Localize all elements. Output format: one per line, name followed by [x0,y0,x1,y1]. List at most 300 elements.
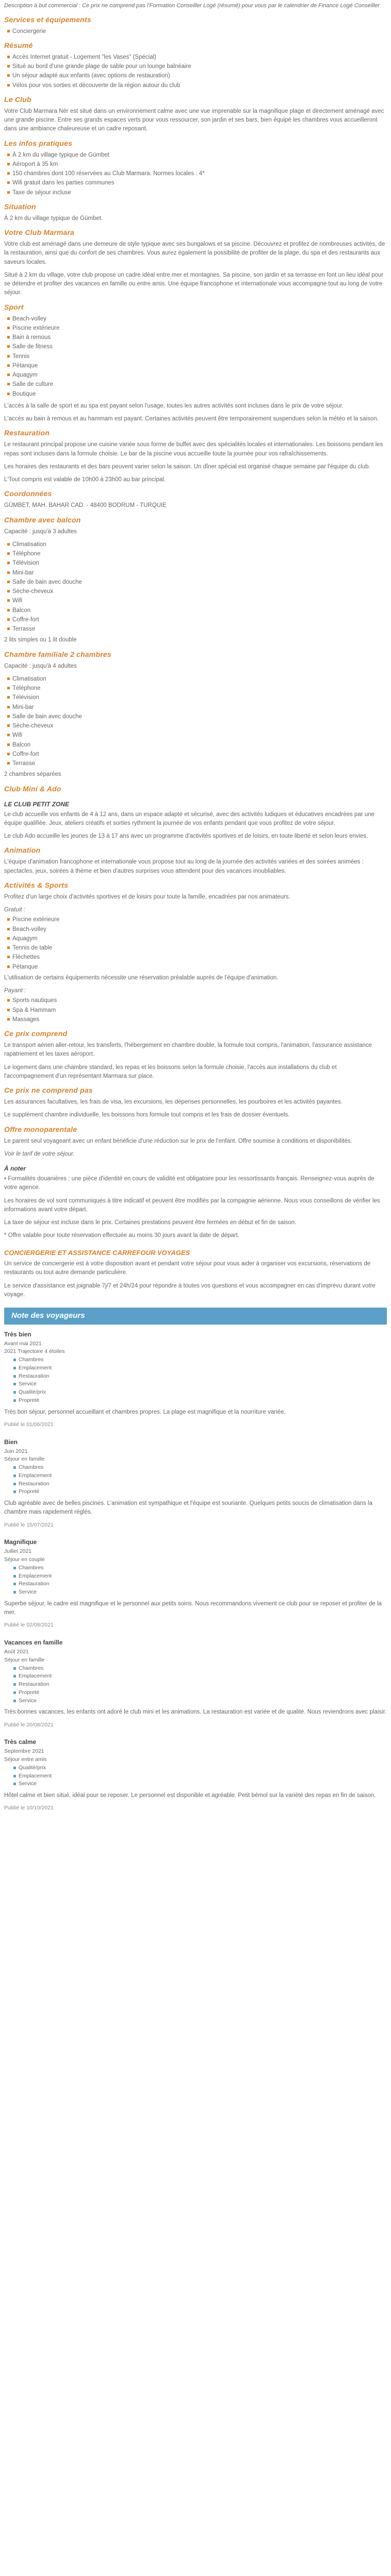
review-body: Hôtel calme et bien situé, idéal pour se reposer. Le personnel est disponible et agréable. Petit bémol sur la variété des repas en fin de saison. [4,1792,376,1799]
review-meta: Séjour entre amis [4,1756,47,1762]
animation-title: Animation [4,846,41,855]
bullet-icon [7,965,10,968]
list-item-text: Fléchettes [12,954,40,961]
list-item [7,750,387,759]
intro-text: Description à but commercial : Ce prix ne comprend pas l'Formation Conseiller Logé (résumé) pour vous par le calendrier de Finance Logé Conseiller [4,3,380,9]
list-item [7,53,387,62]
review-meta: 2021 Trajectoire 4 étoiles [4,1348,65,1355]
bullet-icon [7,696,10,699]
bullet-icon [7,937,10,940]
bullet-icon [7,56,10,58]
bullet-icon [13,1691,16,1694]
list-item [7,352,387,361]
sport-title: Sport [4,302,24,311]
bullet-icon [7,928,10,930]
votre-club-title: Votre Club Marmara [4,228,75,236]
review-footer: Publié le 10/10/2021 [4,1805,54,1811]
list-item-text: Tennis de table [12,945,53,951]
restauration-text: Le restaurant principal propose une cuisine variée sous forme de buffet avec des spécialités locales et internationales. Les boissons pendant les repas sont incluses dans la formule choisie. Le bar de la piscine vous accueille toute la journée pour vos rafraîchissements. [4,442,383,457]
review-tag-label: Service [19,1589,37,1595]
offre-note: Voir le tarif de votre séjour. [4,1150,75,1157]
review-tag-label: Service [19,1381,37,1387]
prixne-text2: Le supplément chambre individuelle, les boissons hors formule tout compris et les frais de dossier éventuels. [4,1112,290,1118]
bullet-icon [7,590,10,592]
list-item [7,925,387,934]
bullet-icon [7,562,10,564]
review-tag-label: Service [19,1781,37,1787]
list-item-text: Aéroport à 35 km [12,161,58,167]
review-tag-label: Propreté [19,1488,40,1495]
review-meta: Séjour en couple [4,1556,45,1563]
restauration-text3: L'Tout compris est valable de 10h00 à 23h00 au bar principal. [4,477,166,483]
bullet-icon [7,30,10,32]
list-item-text: Un séjour adapté aux enfants (avec options de restauration) [12,73,170,79]
list-item-text: Terrasse [12,760,36,767]
coord-text: GÜMBET, MAH. BAHAR CAD. - 48400 BODRUM - TURQUIE [4,502,167,509]
offre-text: Le parent seul voyageant avec un enfant bénéficie d'une réduction sur le prix de l'enfant. Offre soumise à conditions et disponibilités. [4,1138,352,1144]
review-tag [13,1356,387,1364]
bullet-icon [7,374,10,376]
list-item-text: Salle de fitness [12,344,53,350]
bullet-icon [7,734,10,736]
list-item-text: Massages [12,1016,40,1023]
review-tag [13,1464,387,1472]
bullet-icon [7,163,10,165]
list-item-text: Téléphone [12,551,41,557]
review-tag-label: Service [19,1697,37,1704]
list-item [7,944,387,953]
bullet-icon [13,1490,16,1493]
list-item-text: Pétanque [12,362,38,369]
mini-text2: Le club Ado accueille les jeunes de 13 à 17 ans avec un programme d'activités sportives et de loisirs, en toute liberté et selon leurs envies. [4,833,368,839]
votre-club-text: Votre club est aménagé dans une demeure de style typique avec ses bungalows et sa piscine. Découvrez et profitez de nombreuses activités, de la restauration, ainsi que du confort de ses chambres. Vous aurez également la possibilité de profiter de la plage, du spa et des restaurants aux saveurs locales. [4,241,385,265]
mini-subtitle: LE CLUB PETIT ZONE [4,800,69,808]
bullet-icon [7,84,10,87]
list-item [7,390,387,399]
bullet-icon [7,618,10,621]
bullet-icon [7,543,10,546]
note2-title: CONCIERGERIE ET ASSISTANCE CARREFOUR VOYAGES [4,1248,190,1257]
list-item [7,343,387,351]
bullet-icon [7,918,10,921]
review-footer: Publié le 01/06/2021 [4,1421,54,1428]
services-title: Services et équipements [4,15,91,24]
bullet-icon [13,1583,16,1585]
list-item-text: Wifi [12,598,23,604]
list-item-text: Télévision [12,694,39,701]
list-item-text: Balcon [12,607,31,614]
list-item-text: Boutique [12,391,36,397]
bullet-icon [7,999,10,1002]
bullet-icon [7,364,10,367]
list-item [7,722,387,731]
prix-text: Le transport aérien aller-retour, les transferts, l'hébergement en chambre double, la formule tout compris, l'animation, l'assurance assistance rapatriement et les taxes aéroport. [4,1042,372,1058]
review-tag-label: Restauration [19,1581,50,1587]
list-item [7,27,387,36]
bullet-icon [13,1575,16,1578]
list-item [7,675,387,684]
review-tag-label: Restauration [19,1480,50,1487]
votre-club-text2: Situé à 2 km du village, votre club propose un cadre idéal entre mer et montagnes. Sa piscine, son jardin et sa terrasse en font un lieu idéal pour se détendre et profiter des vacances en famille ou entre amis. Une équipe francophone et internationale vous accompagne tout au long de votre séjour. [4,272,384,296]
sport-list [4,315,387,399]
list-item-text: Terrasse [12,626,36,632]
bullet-icon [13,1383,16,1385]
review-body: Club agréable avec de belles piscines. L'animation est sympathique et l'équipe est souriante. Quelques petits soucis de climatisation dans la chambre mais rapidement réglés. [4,1500,372,1516]
infos-title: Les infos pratiques [4,139,73,147]
bullet-icon [7,946,10,949]
list-item [7,380,387,389]
bullet-icon [13,1475,16,1477]
note2-text: Un service de conciergerie est à votre disposition avant et pendant votre séjour pour vous aider à organiser vos excursions, réservations de restaurants ou tout autre demande particulière. [4,1261,371,1276]
bullet-icon [7,154,10,156]
situation-title: Situation [4,202,36,211]
list-item [7,1006,387,1015]
list-item [7,606,387,615]
bullet-icon [7,956,10,958]
review-tag [13,1572,387,1581]
bullet-icon [13,1391,16,1394]
review-tag [13,1364,387,1372]
review-tag [13,1397,387,1405]
list-item [7,81,387,90]
bullet-icon [13,1567,16,1569]
list-item-text: Téléphone [12,685,41,691]
bullet-icon [13,1591,16,1594]
review-tag [13,1480,387,1488]
list-item [7,540,387,549]
bullet-icon [7,609,10,612]
bullet-icon [7,393,10,395]
list-item [7,759,387,768]
restauration-text2: Les horaires des restaurants et des bars peuvent varier selon la saison. Un dîner spécial est organisé chaque semaine par l'équipe du club. [4,463,370,470]
list-item-text: Coffre-fort [12,751,39,757]
bullet-icon [7,355,10,358]
review-body: Superbe séjour, le cadre est magnifique et le personnel aux petits soins. Nous recommandons vivement ce club pour se reposer et profiter de la mer. [4,1600,382,1616]
list-item-text: Sports nautiques [12,997,57,1004]
bullet-icon [13,1783,16,1785]
bullet-icon [13,1367,16,1369]
resume-list [4,53,387,90]
bullet-icon [13,1675,16,1677]
situation-text: À 2 km du village typique de Gümbet. [4,215,103,222]
review-tag [13,1388,387,1397]
bullet-icon [13,1775,16,1777]
review-tag-label: Propreté [19,1397,40,1403]
famille-list [4,675,387,769]
activites-label2: Payant : [4,988,26,994]
review-footer: Publié le 02/08/2021 [4,1622,54,1629]
review-tag-label: Qualité/prix [19,1389,46,1395]
sport-text2: L'accès au bain à remous et au hammam est payant. Certaines activités peuvent être temporairement suspendues selon la météo et la saison. [4,416,379,422]
list-item-text: Aquagym [12,935,38,942]
list-item [7,569,387,578]
list-item [7,587,387,596]
bullet-icon [7,599,10,602]
list-item-text: Bain à remous [12,334,51,341]
note1-text: • Formalités douanières : une pièce d'identité en cours de validité est obligatoire pour les ressortissants français. Renseignez-vous auprès de votre agence. [4,1176,374,1191]
sport-text: L'accès à la salle de sport et au spa est payant selon l'usage, toutes les autres activités sont incluses dans le prix de votre séjour. [4,402,344,409]
list-item-text: Conciergerie [12,28,46,35]
activites-title: Activités & Sports [4,880,69,889]
list-item-text: Sèche-cheveux [12,723,54,729]
review-date: Juillet 2021 [4,1548,32,1555]
review-body: Très bonnes vacances, les enfants ont adoré le club mini et les animations. La restauration est variée et de qualité. Nous reviendrons avec plaisir. [4,1709,387,1716]
animation-text: L'équipe d'animation francophone et internationale vous propose tout au long de la journée des activités variées et des soirées animées : spectacles, jeux, soirées à thème et bien d'autres surprises vous attendent pour des vacances inoubliables. [4,859,364,874]
bullet-icon [13,1399,16,1402]
list-item-text: Salle de bain avec douche [12,713,82,720]
bullet-icon [7,753,10,755]
mini-title: Club Mini & Ado [4,784,61,793]
infos-list [4,151,387,197]
list-item [7,179,387,188]
review-tag-label: Emplacement [19,1772,52,1779]
list-item-text: Mini-bar [12,704,34,710]
list-item-text: Spa & Hammam [12,1007,56,1013]
review-tag [13,1580,387,1588]
review-date: Août 2021 [4,1649,29,1655]
list-item [7,151,387,160]
coord-title: Coordonnées [4,489,52,498]
bullet-icon [7,345,10,348]
bullet-icon [13,1375,16,1378]
list-item [7,625,387,634]
bullet-icon [13,1359,16,1361]
list-item-text: Salle de culture [12,381,54,388]
review-date: Avant mai 2021 [4,1340,42,1347]
review-tag [13,1681,387,1689]
review-tag-label: Emplacement [19,1673,52,1680]
famille-note: 2 chambres séparées [4,771,61,778]
chambre-list [4,540,387,634]
list-item [7,935,387,943]
list-item [7,62,387,71]
note1-text3: La taxe de séjour est incluse dans le prix. Certaines prestations peuvent être fermées en début et fin de saison. [4,1219,297,1226]
bullet-icon [7,65,10,67]
bullet-icon [7,74,10,77]
famille-title: Chambre familiale 2 chambres [4,650,111,658]
bullet-icon [13,1683,16,1686]
review-tag-label: Chambres [19,1464,44,1470]
list-item-text: Tennis [12,353,30,360]
review-tag [13,1772,387,1781]
bullet-icon [7,571,10,574]
note1-text4: * Offre valable pour toute réservation effectuée au moins 30 jours avant la date de départ. [4,1232,240,1239]
chambre-note: 2 lits simples ou 1 lit double [4,637,77,643]
review-card [4,1437,387,1530]
review-tag [13,1564,387,1572]
review-body: Très bon séjour, personnel accueillant et chambres propres. La plage est magnifique et la nourriture variée. [4,1409,286,1415]
offre-title: Offre monoparentale [4,1125,77,1133]
activites-note: L'utilisation de certains équipements nécessite une réservation préalable auprès de l'équipe d'animation. [4,974,279,981]
review-tag [13,1665,387,1673]
list-item [7,953,387,962]
bullet-icon [13,1767,16,1769]
list-item-text: Mini-bar [12,569,34,576]
list-item-text: Beach-volley [12,926,46,933]
list-item-text: Accès Internet gratuit - Logement "les Vases" (Spécial) [12,54,156,60]
review-card [4,1737,387,1812]
list-item [7,731,387,740]
review-footer: Publié le 15/07/2021 [4,1521,54,1528]
list-item [7,315,387,324]
review-tag [13,1488,387,1496]
review-tag [13,1697,387,1705]
club-title: Le Club [4,95,31,104]
review-card [4,1638,387,1729]
bullet-icon [7,628,10,630]
review-tag-label: Chambres [19,1564,44,1571]
list-item [7,371,387,380]
bullet-icon [13,1667,16,1670]
review-tag-label: Chambres [19,1665,44,1671]
bullet-icon [7,706,10,708]
list-item [7,170,387,178]
review-meta: Séjour en famille [4,1456,45,1463]
review-title: Très calme [4,1738,37,1746]
review-tag [13,1672,387,1681]
bullet-icon [7,327,10,329]
list-item [7,616,387,624]
bullet-icon [7,1009,10,1011]
review-tag [13,1780,387,1788]
review-title: Magnifique [4,1538,37,1546]
list-item-text: Wifi [12,732,23,739]
list-item [7,578,387,587]
prix-text2: Le logement dans une chambre standard, les repas et les boissons selon la formule choisie, l'accès aux installations du club et l'accompagnement d'un représentant Marmara sur place. [4,1064,337,1079]
list-item [7,333,387,342]
review-tag-label: Emplacement [19,1364,52,1371]
list-item-text: Sèche-cheveux [12,588,54,595]
list-item [7,324,387,333]
review-tag-label: Propreté [19,1689,40,1696]
list-item [7,996,387,1005]
activites-text: Profitez d'un large choix d'activités sportives et de loisirs pour toute la famille, encadrées par nos animateurs. [4,893,290,900]
list-item [7,703,387,712]
list-item [7,189,387,197]
list-item-text: Climatisation [12,541,46,548]
bullet-icon [7,687,10,689]
prix-title: Ce prix comprend [4,1029,68,1038]
bullet-icon [7,677,10,680]
list-item [7,916,387,924]
review-tag-label: Restauration [19,1681,50,1687]
list-item [7,559,387,568]
list-item-text: Piscine extérieure [12,917,60,923]
bullet-icon [7,724,10,727]
review-date: Juin 2021 [4,1448,28,1454]
list-item [7,713,387,721]
bullet-icon [7,317,10,320]
activites-list2 [4,996,387,1024]
chambre-title: Chambre avec balcon [4,515,81,524]
list-item-text: Vélos pour vos sorties et découverte de la région autour du club [12,82,181,89]
list-item-text: Beach-volley [12,315,46,322]
bullet-icon [7,172,10,175]
reviews-header: Note des voyageurs [4,1308,387,1325]
review-tag [13,1588,387,1597]
list-item [7,160,387,169]
review-title: Vacances en famille [4,1639,63,1646]
list-item [7,550,387,558]
reviews-list [4,1330,387,1813]
list-item [7,72,387,80]
mini-text: Le club accueille vos enfants de 4 à 12 ans, dans un espace adapté et sécurisé, avec des activités ludiques et éducatives encadrées par une équipe qualifiée. Jeux, ateliers créatifs et sorties rythment la journée de vos enfants pendant que vous profitez de votre séjour. [4,811,374,826]
prixne-title: Ce prix ne comprend pas [4,1086,93,1094]
list-item-text: Pétanque [12,963,38,970]
note1-text2: Les horaires de vol sont communiqués à titre indicatif et peuvent être modifiés par la compagnie aérienne. Nous vous conseillons de vérifier les informations avant votre départ. [4,1197,380,1213]
list-item-text: 150 chambres dont 100 réservées au Club Marmara. Normes locales : 4* [12,171,205,177]
review-meta: Séjour en famille [4,1656,45,1663]
list-item [7,1015,387,1024]
note2-text2: Le service d'assistance est joignable 7j/7 et 24h/24 pour répondre à toutes vos questions et vous accompagner en cas d'imprévu durant votre voyage. [4,1282,376,1298]
list-item-text: Piscine extérieure [12,325,60,331]
famille-intro: Capacité : jusqu'à 4 adultes [4,663,77,669]
review-tag [13,1689,387,1697]
review-title: Bien [4,1438,18,1446]
review-tag-label: Restauration [19,1372,50,1379]
bullet-icon [13,1483,16,1485]
review-tag-label: Emplacement [19,1572,52,1579]
bullet-icon [7,383,10,385]
bullet-icon [7,181,10,184]
activites-list [4,916,387,972]
list-item [7,362,387,370]
review-footer: Publié le 20/08/2021 [4,1721,54,1728]
list-item-text: À 2 km du village typique de Gümbet [12,151,109,158]
list-item-text: Balcon [12,741,31,748]
review-tag-label: Emplacement [19,1472,52,1479]
review-tag [13,1764,387,1772]
bullet-icon [7,715,10,718]
bullet-icon [7,552,10,555]
review-title: Très bien [4,1330,31,1338]
bullet-icon [7,191,10,194]
bullet-icon [7,336,10,338]
bullet-icon [13,1466,16,1469]
list-item-text: Aquagym [12,372,38,378]
bullet-icon [7,762,10,765]
list-item [7,963,387,972]
bullet-icon [13,1700,16,1702]
review-tag [13,1472,387,1480]
list-item [7,597,387,605]
list-item-text: Wifi gratuit dans les parties communes [12,180,115,187]
review-tag [13,1372,387,1381]
review-card [4,1537,387,1630]
list-item-text: Situé au bord d'une grande plage de sable pour un lounge balnéaire [12,63,191,70]
list-item-text: Télévision [12,560,39,567]
services-list [4,27,387,36]
prixne-text: Les assurances facultatives, les frais de visa, les excursions, les dépenses personnelles, les pourboires et les activités payantes. [4,1099,343,1105]
activites-label: Gratuit : [4,907,25,913]
note1-title: À noter [4,1165,26,1172]
list-item-text: Coffre-fort [12,616,39,623]
review-tag [13,1380,387,1388]
club-text: Votre Club Marmara Nér est situé dans un environnement calme avec une vue imprenable sur la magnifique plage et directement aménagé avec une grande piscine. Entre ses grands espaces verts pour vous ressourcer, son jardin et ses bars, bien équipé les chambres vous accueilleront dans une ambiance chaleureuse et un cadre reposant. [4,108,384,132]
bullet-icon [7,1018,10,1021]
list-item-text: Salle de bain avec douche [12,579,82,585]
review-card [4,1330,387,1429]
restauration-title: Restauration [4,429,50,437]
list-item-text: Climatisation [12,675,46,682]
review-date: Septembre 2021 [4,1748,44,1755]
list-item [7,693,387,702]
list-item [7,684,387,693]
chambre-intro: Capacité : jusqu'à 3 adultes [4,528,77,535]
bullet-icon [7,581,10,583]
review-tag-label: Chambres [19,1357,44,1363]
resume-title: Résumé [4,41,33,49]
